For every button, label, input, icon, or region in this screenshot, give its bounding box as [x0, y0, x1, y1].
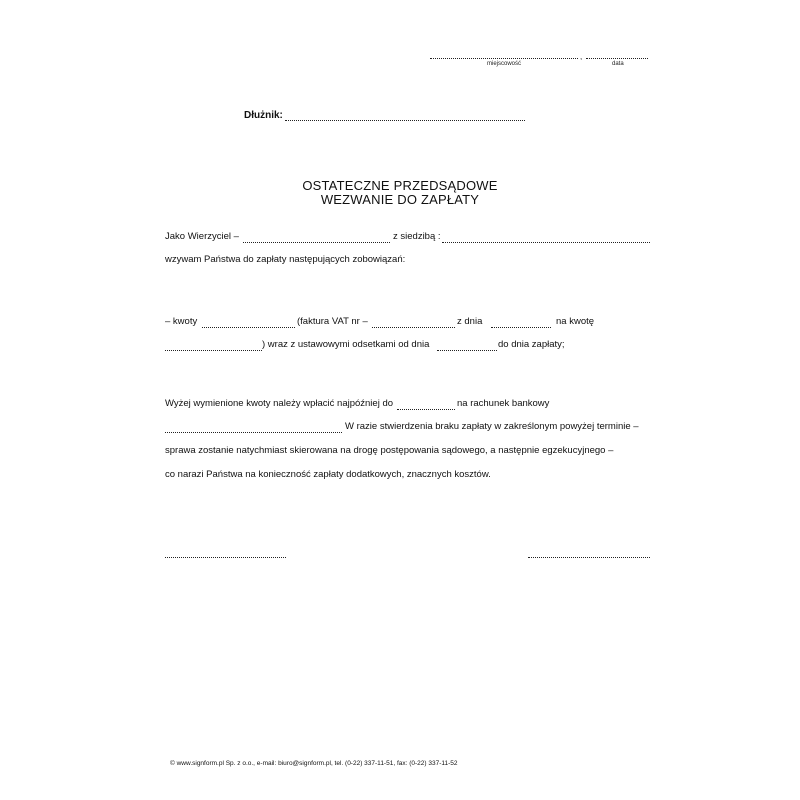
deadline-field-line[interactable] — [397, 409, 455, 410]
title-line-1: OSTATECZNE PRZEDSĄDOWE — [302, 178, 498, 193]
call-text: wzywam Państwa do zapłaty następujących zobowiązań: — [165, 254, 406, 265]
invoice-label: (faktura VAT nr – — [297, 316, 368, 327]
signature-left-field-line[interactable] — [165, 557, 286, 558]
warning-line-1: W razie stwierdzenia braku zapłaty w zakreślonym powyżej terminie – — [345, 421, 639, 432]
invoice-number-field-line[interactable] — [372, 327, 455, 328]
until-text: do dnia zapłaty; — [498, 339, 565, 350]
date-of-label: z dnia — [457, 316, 483, 327]
header-separator: , — [580, 52, 583, 61]
amount-value-field-line[interactable] — [165, 350, 262, 351]
creditor-prefix: Jako Wierzyciel – — [165, 231, 239, 242]
date-label: data — [612, 61, 624, 67]
place-label: miejscowość — [487, 61, 522, 67]
bank-account-field-line[interactable] — [165, 432, 342, 433]
document-title — [250, 179, 550, 207]
date-field-line[interactable] — [586, 58, 648, 59]
place-field-line[interactable] — [430, 58, 578, 59]
amount-prefix: – kwoty — [165, 316, 198, 327]
deadline-text: Wyżej wymienione kwoty należy wpłacić najpóźniej do — [165, 398, 394, 409]
account-text: na rachunek bankowy — [457, 398, 550, 409]
debtor-label: Dłużnik: — [244, 110, 283, 121]
invoice-date-field-line[interactable] — [491, 327, 551, 328]
amount-field-line[interactable] — [202, 327, 295, 328]
footer-text: © www.signform.pl Sp. z o.o., e-mail: biuro@signform.pl, tel. (0-22) 337-11-51, fax: (0-22) 337-11-52 — [170, 760, 458, 767]
creditor-field-line[interactable] — [243, 242, 390, 243]
seat-field-line[interactable] — [442, 242, 650, 243]
title-line-2: WEZWANIE DO ZAPŁATY — [320, 192, 480, 207]
debtor-field-line[interactable] — [285, 120, 525, 121]
seat-label: z siedzibą : — [393, 231, 441, 242]
interest-date-field-line[interactable] — [437, 350, 497, 351]
interest-text: ) wraz z ustawowymi odsetkami od dnia — [262, 339, 430, 350]
signature-right-field-line[interactable] — [528, 557, 650, 558]
warning-line-3: co narazi Państwa na konieczność zapłaty dodatkowych, znacznych kosztów. — [165, 469, 491, 480]
amount-label: na kwotę — [556, 316, 595, 327]
warning-line-2: sprawa zostanie natychmiast skierowana na drogę postępowania sądowego, a następnie egzekucyjnego – — [165, 445, 614, 456]
